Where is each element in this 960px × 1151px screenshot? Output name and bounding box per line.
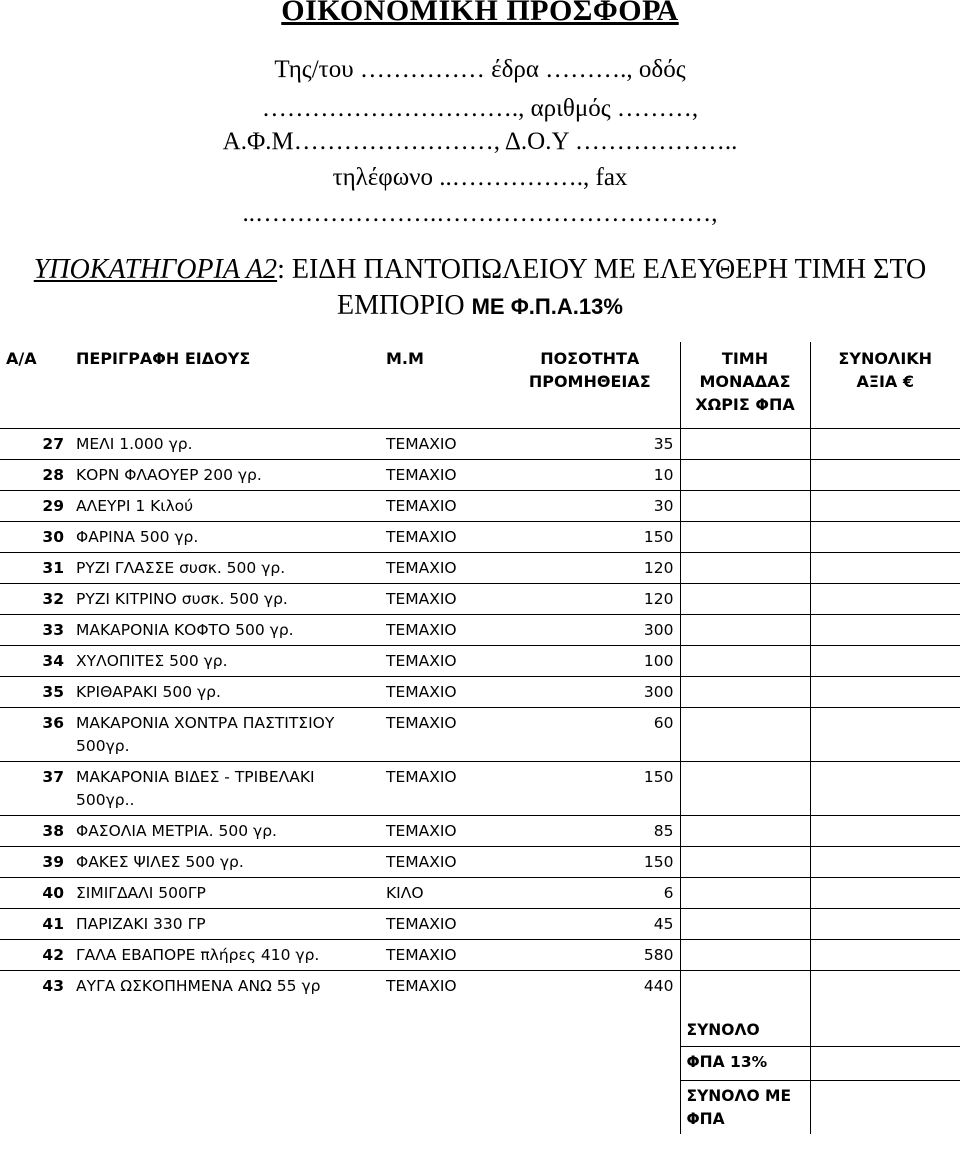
row-unit-price [680,908,810,939]
subcategory-heading-line2 [0,288,960,325]
row-aa: 36 [0,707,70,761]
row-total-value [810,970,960,1001]
table-row [0,490,960,521]
header-quantity-line1: ΠΟΣΟΤΗΤΑ [540,349,640,368]
row-total-value [810,583,960,614]
header-total-line1: ΣΥΝΟΛΙΚΗ [838,349,933,368]
subcategory-label: ΥΠΟΚΑΤΗΓΟΡΙΑ Α2 [33,254,278,285]
row-total-value [810,846,960,877]
row-quantity: 150 [500,761,680,815]
header-description: ΠΕΡΙΓΡΑΦΗ ΕΙΔΟΥΣ [76,349,251,368]
row-aa: 31 [0,552,70,583]
header-total-value [810,342,960,428]
row-unit-price [680,428,810,459]
row-total-value [810,815,960,846]
row-total-value [810,521,960,552]
row-aa: 41 [0,908,70,939]
summary-row-total-with-vat [0,1081,960,1135]
row-unit: ΤΕΜΑΧΙΟ [380,490,500,521]
row-unit: ΤΕΜΑΧΙΟ [380,459,500,490]
row-aa: 30 [0,521,70,552]
row-unit: ΤΕΜΑΧΙΟ [380,815,500,846]
offer-table [0,342,960,1134]
summary-total-label: ΣΥΝΟΛΟ [680,1001,810,1047]
row-unit-price [680,815,810,846]
summary-total-vat-line2: ΦΠΑ [686,1110,725,1128]
row-quantity: 100 [500,645,680,676]
row-description: ΜΑΚΑΡΟΝΙΑ ΒΙΔΕΣ - ΤΡΙΒΕΛΑΚΙ 500γρ.. [70,761,380,815]
table-row [0,846,960,877]
row-quantity: 10 [500,459,680,490]
table-row [0,939,960,970]
row-quantity: 150 [500,521,680,552]
subcategory-vat: ΜΕ Φ.Π.Α.13% [471,294,623,319]
row-quantity: 120 [500,552,680,583]
row-quantity: 60 [500,707,680,761]
row-unit-price [680,761,810,815]
row-aa: 32 [0,583,70,614]
row-aa: 39 [0,846,70,877]
table-row [0,428,960,459]
row-unit-price [680,583,810,614]
header-quantity [500,342,680,428]
row-unit-price [680,970,810,1001]
summary-total-vat-value [810,1081,960,1135]
row-unit-price [680,846,810,877]
row-unit-price [680,614,810,645]
row-description: ΦΑΚΕΣ ΨΙΛΕΣ 500 γρ. [70,846,380,877]
row-quantity: 440 [500,970,680,1001]
row-aa: 40 [0,877,70,908]
row-quantity: 150 [500,846,680,877]
header-price-line3: ΧΩΡΙΣ ΦΠΑ [695,395,795,414]
row-total-value [810,939,960,970]
table-header-row [0,342,960,428]
row-total-value [810,877,960,908]
row-description: ΣΙΜΙΓΔΑΛΙ 500ΓΡ [70,877,380,908]
row-total-value [810,490,960,521]
row-aa: 34 [0,645,70,676]
table-row [0,676,960,707]
subcategory-text: : ΕΙΔΗ ΠΑΝΤΟΠΩΛΕΙΟΥ ΜΕ ΕΛΕΥΘΕΡΗ ΤΙΜΗ ΣΤΟ [277,254,927,285]
summary-total-vat-line1: ΣΥΝΟΛΟ ΜΕ [686,1087,792,1105]
summary-total-vat-label [680,1081,810,1135]
row-total-value [810,614,960,645]
row-total-value [810,761,960,815]
table-row [0,583,960,614]
table-row [0,521,960,552]
row-aa: 42 [0,939,70,970]
row-description: ΓΑΛΑ ΕΒΑΠΟΡΕ πλήρες 410 γρ. [70,939,380,970]
row-quantity: 580 [500,939,680,970]
row-aa: 28 [0,459,70,490]
subcategory-heading [0,252,960,288]
row-quantity: 85 [500,815,680,846]
row-unit: ΤΕΜΑΧΙΟ [380,846,500,877]
row-unit: ΚΙΛΟ [380,877,500,908]
row-unit: ΤΕΜΑΧΙΟ [380,908,500,939]
supplier-line-3: Α.Φ.Μ……………………, Δ.Ο.Υ ……………….. [222,128,738,155]
row-description: ΚΡΙΘΑΡΑΚΙ 500 γρ. [70,676,380,707]
row-unit: ΤΕΜΑΧΙΟ [380,939,500,970]
row-quantity: 6 [500,877,680,908]
row-description: ΜΑΚΑΡΟΝΙΑ ΚΟΦΤΟ 500 γρ. [70,614,380,645]
table-row [0,908,960,939]
row-quantity: 30 [500,490,680,521]
row-description: ΜΑΚΑΡΟΝΙΑ ΧΟΝΤΡΑ ΠΑΣΤΙΤΣΙΟΥ 500γρ. [70,707,380,761]
row-unit-price [680,552,810,583]
row-unit: ΤΕΜΑΧΙΟ [380,552,500,583]
document-title: ΟΙΚΟΝΟΜΙΚΗ ΠΡΟΣΦΟΡΑ [281,0,679,27]
supplier-line-5: ..………………….……………………………, [242,200,718,227]
header-unit: Μ.Μ [386,349,424,368]
row-quantity: 45 [500,908,680,939]
row-total-value [810,552,960,583]
row-total-value [810,645,960,676]
table-row [0,645,960,676]
supplier-line-4: τηλέφωνο ..……………., fax [332,164,628,191]
summary-vat-value [810,1047,960,1081]
row-quantity: 300 [500,614,680,645]
row-description: ΑΥΓΑ ΩΣΚΟΠΗΜΕΝΑ ΑΝΩ 55 γρ [70,970,380,1001]
row-unit: ΤΕΜΑΧΙΟ [380,521,500,552]
summary-total-value [810,1001,960,1047]
header-price-line1: ΤΙΜΗ [721,349,769,368]
table-row [0,552,960,583]
row-unit-price [680,521,810,552]
summary-row-vat [0,1047,960,1081]
row-description: ΦΑΣΟΛΙΑ ΜΕΤΡΙΑ. 500 γρ. [70,815,380,846]
summary-row-total [0,1001,960,1047]
header-quantity-line2: ΠΡΟΜΗΘΕΙΑΣ [528,372,651,391]
table-row [0,877,960,908]
header-total-line2: ΑΞΙΑ € [856,372,915,391]
header-price-line2: ΜΟΝΑΔΑΣ [699,372,791,391]
row-total-value [810,908,960,939]
row-unit: ΤΕΜΑΧΙΟ [380,614,500,645]
row-unit-price [680,939,810,970]
row-unit: ΤΕΜΑΧΙΟ [380,583,500,614]
row-quantity: 300 [500,676,680,707]
row-unit: ΤΕΜΑΧΙΟ [380,707,500,761]
row-unit: ΤΕΜΑΧΙΟ [380,428,500,459]
row-total-value [810,459,960,490]
row-aa: 33 [0,614,70,645]
row-unit-price [680,459,810,490]
row-total-value [810,676,960,707]
row-aa: 27 [0,428,70,459]
row-unit-price [680,676,810,707]
table-row [0,459,960,490]
table-row [0,614,960,645]
row-description: ΡΥΖΙ ΚΙΤΡΙΝΟ συσκ. 500 γρ. [70,583,380,614]
supplier-line-1: Της/του …………… έδρα ………., οδός [274,56,686,83]
row-description: ΚΟΡΝ ΦΛΑΟΥΕΡ 200 γρ. [70,459,380,490]
row-aa: 43 [0,970,70,1001]
table-row [0,970,960,1001]
row-unit-price [680,877,810,908]
summary-vat-label: ΦΠΑ 13% [680,1047,810,1081]
row-unit: ΤΕΜΑΧΙΟ [380,676,500,707]
table-row [0,707,960,761]
row-unit: ΤΕΜΑΧΙΟ [380,761,500,815]
row-total-value [810,707,960,761]
table-row [0,761,960,815]
row-description: ΧΥΛΟΠΙΤΕΣ 500 γρ. [70,645,380,676]
row-unit-price [680,645,810,676]
header-unit-price [680,342,810,428]
row-aa: 35 [0,676,70,707]
row-quantity: 120 [500,583,680,614]
row-unit-price [680,490,810,521]
row-description: ΦΑΡΙΝΑ 500 γρ. [70,521,380,552]
row-description: ΑΛΕΥΡΙ 1 Κιλού [70,490,380,521]
row-unit: ΤΕΜΑΧΙΟ [380,970,500,1001]
supplier-line-2: …………………………., αριθμός ………, [261,95,699,122]
subcategory-line2: ΕΜΠΟΡΙΟ [337,290,472,321]
row-unit: ΤΕΜΑΧΙΟ [380,645,500,676]
header-aa: Α/Α [6,349,37,368]
row-unit-price [680,707,810,761]
row-description: ΜΕΛΙ 1.000 γρ. [70,428,380,459]
table-row [0,815,960,846]
row-aa: 37 [0,761,70,815]
row-aa: 29 [0,490,70,521]
row-total-value [810,428,960,459]
row-quantity: 35 [500,428,680,459]
row-aa: 38 [0,815,70,846]
row-description: ΡΥΖΙ ΓΛΑΣΣΕ συσκ. 500 γρ. [70,552,380,583]
row-description: ΠΑΡΙΖΑΚΙ 330 ΓΡ [70,908,380,939]
